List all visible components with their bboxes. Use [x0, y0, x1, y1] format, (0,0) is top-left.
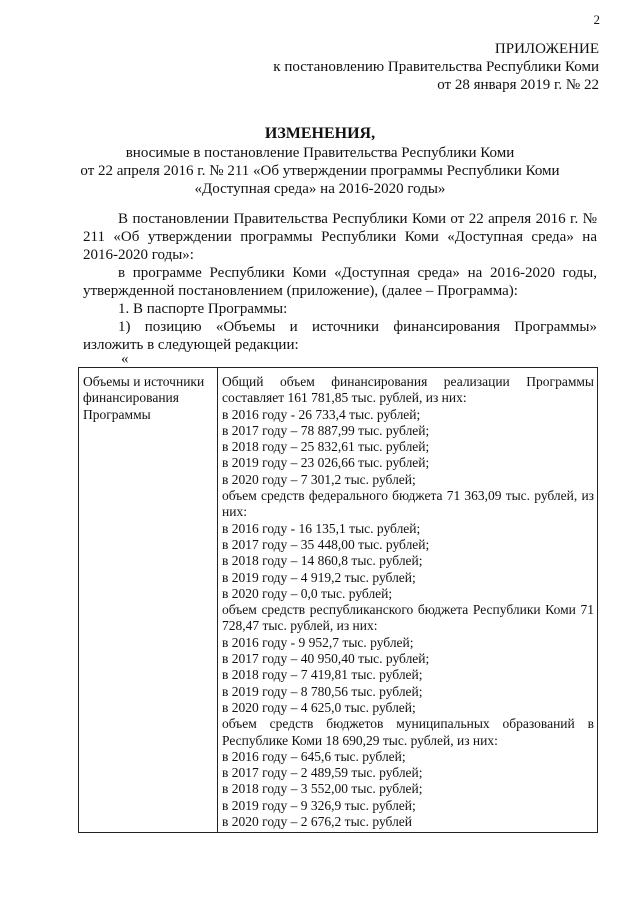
appendix-header [273, 40, 599, 94]
group-1-year-2019: в 2019 году – 23 026,66 тыс. рублей; [222, 455, 430, 471]
group-4-summary: объем средств бюджетов муниципальных образований в Республике Коми 18 690,29 тыс. рублей, из них: [222, 716, 594, 748]
document-heading [70, 125, 570, 198]
heading-line-2: от 22 апреля 2016 г. № 211 «Об утверждении программы Республики Коми [80, 163, 560, 179]
group-2-year-2016: в 2016 году - 16 135,1 тыс. рублей; [222, 520, 421, 536]
opening-quote-mark: « [121, 351, 129, 367]
financing-table [78, 367, 598, 833]
group-2-year-2019: в 2019 году – 4 919,2 тыс. рублей; [222, 569, 416, 585]
group-4-year-2017: в 2017 году – 2 489,59 тыс. рублей; [222, 765, 423, 781]
body-text [83, 210, 597, 354]
group-3-year-2016: в 2016 году - 9 952,7 тыс. рублей; [222, 634, 414, 650]
group-1-year-2020: в 2020 году – 7 301,2 тыс. рублей; [222, 471, 416, 487]
page-number: 2 [593, 12, 600, 27]
group-3-year-2017: в 2017 году – 40 950,40 тыс. рублей; [222, 651, 430, 667]
group-4-year-2019: в 2019 году – 9 326,9 тыс. рублей; [222, 797, 416, 813]
group-3-year-2020: в 2020 году – 4 625,0 тыс. рублей; [222, 699, 416, 715]
group-4-year-2020: в 2020 году – 2 676,2 тыс. рублей [222, 814, 413, 830]
group-2-year-2018: в 2018 году – 14 860,8 тыс. рублей; [222, 553, 423, 569]
group-2-year-2017: в 2017 году – 35 448,00 тыс. рублей; [222, 536, 430, 552]
paragraph-4: 1) позицию «Объемы и источники финансирования Программы» изложить в следующей редакции: [83, 319, 597, 353]
appendix-title: ПРИЛОЖЕНИЕ [494, 41, 599, 57]
appendix-line-2: к постановлению Правительства Республики Коми [273, 59, 599, 75]
group-4-year-2018: в 2018 году – 3 552,00 тыс. рублей; [222, 781, 423, 797]
group-3-year-2019: в 2019 году – 8 780,56 тыс. рублей; [222, 683, 423, 699]
group-1-summary: Общий объем финансирования реализации Программы составляет 161 781,85 тыс. рублей, из них: [222, 374, 594, 406]
group-2-year-2020: в 2020 году – 0,0 тыс. рублей; [222, 585, 393, 601]
heading-line-3: «Доступная среда» на 2016-2020 годы» [194, 181, 446, 197]
group-1-year-2017: в 2017 году – 78 887,99 тыс. рублей; [222, 422, 430, 438]
group-3-year-2018: в 2018 году – 7 419,81 тыс. рублей; [222, 667, 423, 683]
paragraph-3: 1. В паспорте Программы: [118, 301, 288, 317]
heading-title: ИЗМЕНЕНИЯ, [264, 125, 376, 142]
paragraph-1: В постановлении Правительства Республики Коми от 22 апреля 2016 г. № 211 «Об утверждении программы Республики Коми «Доступная среда» на 2016-2020 годы»: [83, 211, 597, 263]
heading-line-1: вносимые в постановление Правительства Республики Коми [125, 145, 515, 161]
table-row [79, 368, 598, 833]
financing-label-cell: Объемы и источники финансирования Программы [79, 368, 218, 833]
group-2-summary: объем средств федерального бюджета 71 363,09 тыс. рублей, из них: [222, 488, 594, 520]
group-4-year-2016: в 2016 году – 645,6 тыс. рублей; [222, 748, 406, 764]
group-1-year-2016: в 2016 году - 26 733,4 тыс. рублей; [222, 406, 421, 422]
financing-content-cell [218, 368, 598, 833]
group-1-year-2018: в 2018 году – 25 832,61 тыс. рублей; [222, 439, 430, 455]
group-3-summary: объем средств республиканского бюджета Республики Коми 71 728,47 тыс. рублей, из них: [222, 602, 594, 634]
appendix-line-3: от 28 января 2019 г. № 22 [437, 77, 599, 93]
paragraph-2: в программе Республики Коми «Доступная среда» на 2016-2020 годы, утвержденной постановлением (приложение), (далее – Программа): [83, 265, 597, 299]
